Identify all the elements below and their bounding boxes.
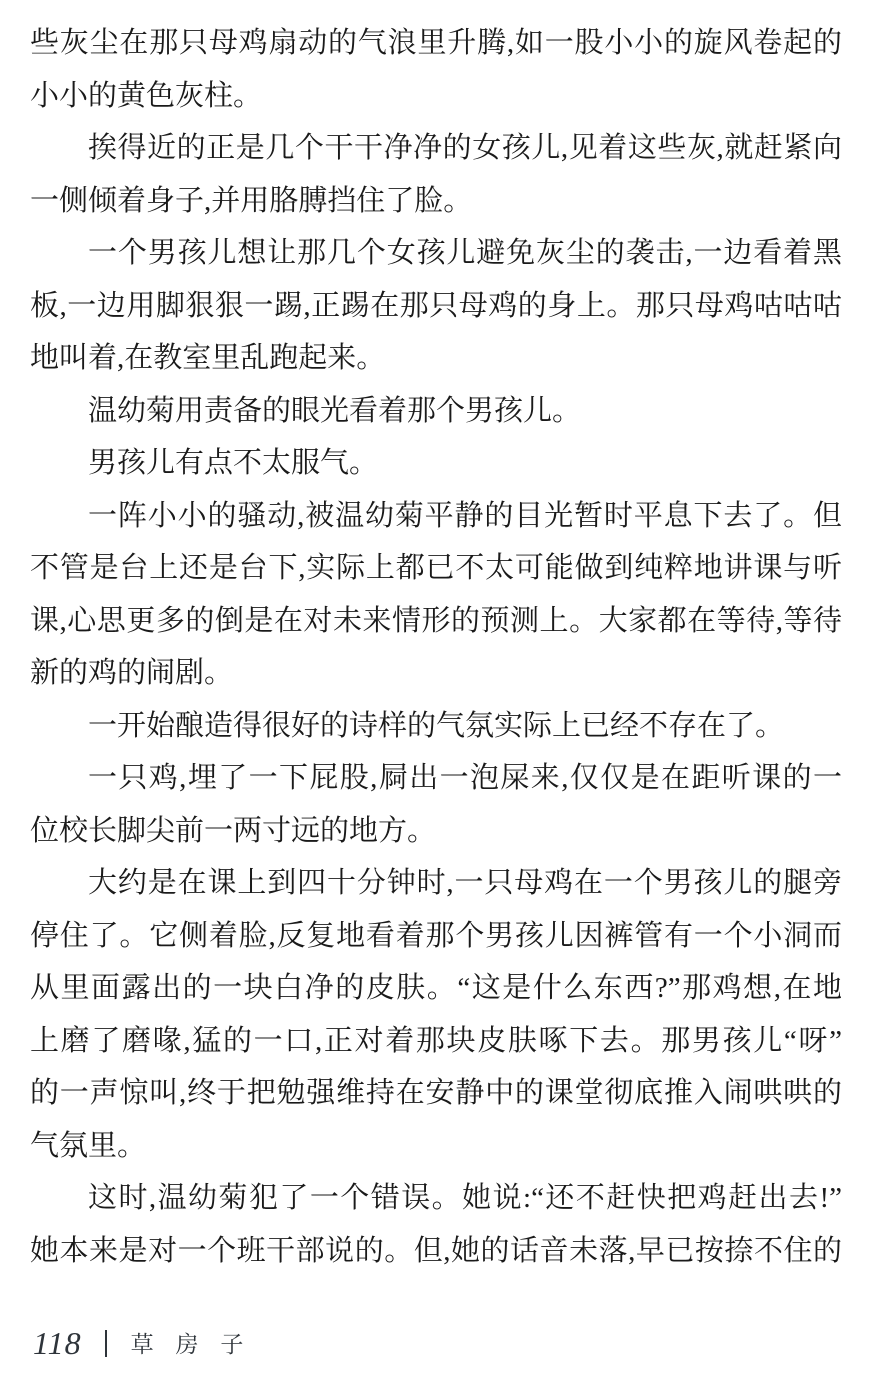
- text-line: 挨得近的正是几个干干净净的女孩儿,见着这些灰,就赶紧向: [88, 132, 842, 164]
- page-body: [30, 17, 842, 1277]
- text-line: 温幼菊用责备的眼光看着那个男孩儿。: [88, 394, 582, 427]
- text-line: 一只鸡,埋了一下屁股,屙出一泡屎来,仅仅是在距听课的一: [88, 762, 842, 794]
- text-line: 一阵小小的骚动,被温幼菊平静的目光暂时平息下去了。但: [88, 499, 842, 532]
- page-number: 118: [33, 1325, 82, 1361]
- text-line: 不管是台上还是台下,实际上都已不太可能做到纯粹地讲课与听: [30, 552, 842, 584]
- text-line: 停住了。它侧着脸,反复地看着那个男孩儿因裤管有一个小洞而: [30, 919, 842, 952]
- text-line: 位校长脚尖前一两寸远的地方。: [30, 814, 437, 847]
- text-line: 男孩儿有点不太服气。: [88, 447, 379, 479]
- text-line: 一个男孩儿想让那几个女孩儿避免灰尘的袭击,一边看着黑: [88, 237, 842, 269]
- text-line: 板,一边用脚狠狠一踢,正踢在那只母鸡的身上。那只母鸡咕咕咕: [30, 289, 842, 322]
- text-line: 课,心思更多的倒是在对未来情形的预测上。大家都在等待,等待: [30, 604, 842, 637]
- footer-divider: [105, 1330, 107, 1357]
- text-line: 地叫着,在教室里乱跑起来。: [30, 342, 386, 374]
- book-title: 草房子: [130, 1332, 266, 1357]
- text-line: 这时,温幼菊犯了一个错误。她说:“还不赶快把鸡赶出去!”: [88, 1182, 842, 1214]
- text-line: 气氛里。: [30, 1129, 147, 1162]
- text-line: 一开始酿造得很好的诗样的气氛实际上已经不存在了。: [88, 709, 785, 742]
- text-line: 上磨了磨喙,猛的一口,正对着那块皮肤啄下去。那男孩儿“呀”: [30, 1024, 842, 1057]
- text-line: 从里面露出的一块白净的皮肤。“这是什么东西?”那鸡想,在地: [30, 972, 842, 1004]
- text-line: 一侧倾着身子,并用胳膊挡住了脸。: [30, 184, 473, 217]
- text-line: 大约是在课上到四十分钟时,一只母鸡在一个男孩儿的腿旁: [88, 867, 842, 899]
- text-line: 的一声惊叫,终于把勉强维持在安静中的课堂彻底推入闹哄哄的: [30, 1077, 842, 1109]
- text-line: 小小的黄色灰柱。: [30, 79, 263, 112]
- page-footer: [33, 1326, 265, 1360]
- text-line: 新的鸡的闹剧。: [30, 657, 234, 689]
- text-line: 些灰尘在那只母鸡扇动的气浪里升腾,如一股小小的旋风卷起的: [30, 27, 842, 59]
- text-line: 她本来是对一个班干部说的。但,她的话音未落,早已按捺不住的: [30, 1234, 842, 1267]
